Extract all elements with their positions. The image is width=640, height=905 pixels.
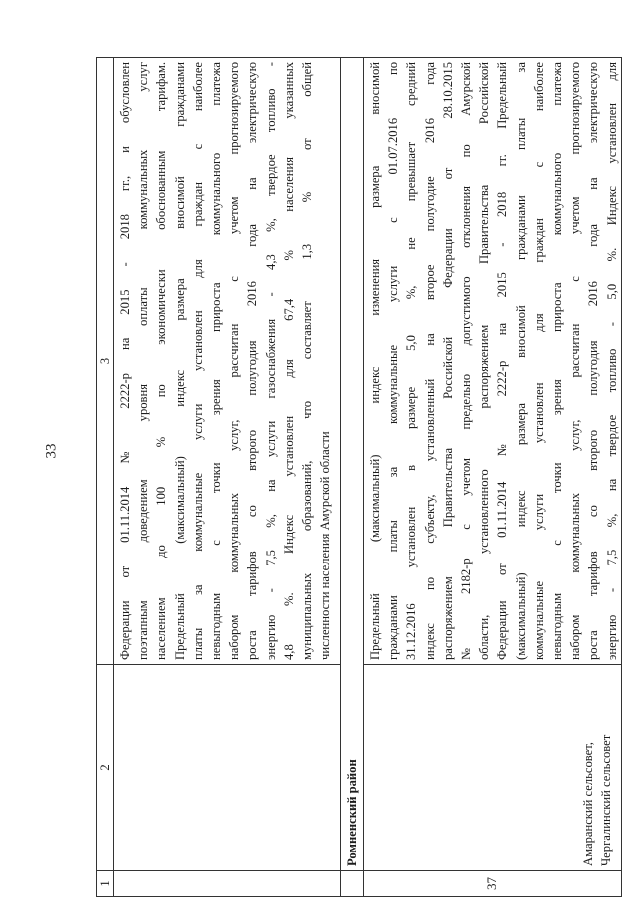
text-line: № 2182-р с учетом предельно допустимого отклонения по Амурской	[459, 62, 474, 660]
text-line: набором коммунальных услуг, рассчитан с учетом прогнозируемого	[568, 62, 583, 660]
text-line: коммунальные услуги установлен для граждан с наиболее	[531, 62, 546, 660]
text-line: роста тарифов со второго полугодия 2016 года на электрическую	[245, 62, 260, 660]
row-index: 37	[364, 871, 622, 897]
text-line: 4,8 %. Индекс установлен для 67,4 % населения указанных	[281, 62, 296, 660]
text-line: Предельный (максимальный) индекс изменения размера вносимой	[368, 62, 382, 660]
text-line: распоряжением Правительства Российской Федерации от 28.10.2015	[440, 62, 455, 660]
text-line: 31.12.2016 установлен в размере 5,0 %, не превышает средний	[404, 62, 419, 660]
rotated-table-area	[96, 58, 619, 897]
text-line: гражданами платы за коммунальные услуги с 01.07.2016 по	[386, 62, 401, 660]
document-sheet	[96, 58, 619, 897]
tariff-index-table	[96, 57, 622, 897]
page-number: 33	[43, 443, 60, 459]
text-line: поэтапным доведением уровня оплаты коммунальных услуг	[136, 62, 151, 660]
text-line: индекс по субъекту, установленный на второе полугодие 2016 года	[422, 62, 437, 660]
municipality-cell	[114, 665, 341, 871]
column-number-3: 3	[97, 58, 114, 665]
table-row-continued	[114, 58, 341, 897]
district-row-index	[341, 871, 364, 897]
text-line: энергию - 7,5 %, на услуги газоснабжения - 4,3 %, твердое топливо -	[263, 62, 278, 660]
district-row	[341, 58, 364, 897]
text-line: энергию - 7,5 %, на твердое топливо - 5,0 %. Индекс установлен для	[604, 62, 619, 660]
text-line: населением до 100 % по экономически обоснованным тарифам.	[154, 62, 169, 660]
text-line: невыгодным с точки зрения прироста коммунального платежа	[550, 62, 565, 660]
text-line: численности населения Амурской области	[318, 431, 333, 660]
text-line: невыгодным с точки зрения прироста коммунального платежа	[209, 62, 224, 660]
text-line: Предельный (максимальный) индекс размера вносимой гражданами	[172, 62, 187, 660]
justification-text	[364, 58, 622, 665]
district-name: Ромненский район	[341, 58, 364, 871]
text-line: Федерации от 01.11.2014 № 2222-р на 2015 - 2018 гг., и обусловлен	[118, 62, 132, 660]
row-index	[114, 871, 341, 897]
column-number-1: 1	[97, 871, 114, 897]
column-number-2: 2	[97, 665, 114, 871]
text-line: муниципальных образований, что составляет 1,3 % от общей	[300, 62, 315, 660]
table-row-37	[364, 58, 622, 897]
text-line: платы за коммунальные услуги установлен для граждан с наиболее	[190, 62, 205, 660]
text-line: роста тарифов со второго полугодия 2016 года на электрическую	[586, 62, 601, 660]
justification-text	[114, 58, 341, 665]
text-line: набором коммунальных услуг, рассчитан с учетом прогнозируемого	[227, 62, 242, 660]
text-line: Федерации от 01.11.2014 № 2222-р на 2015 - 2018 гг. Предельный	[495, 62, 510, 660]
text-line: области, установленного распоряжением Правительства Российской	[477, 62, 492, 660]
text-line: (максимальный) индекс размера вносимой гражданами платы за	[513, 62, 528, 660]
column-number-row	[97, 58, 114, 897]
municipality-cell: Амаранский сельсовет, Чергалинский сельсовет	[364, 665, 622, 871]
